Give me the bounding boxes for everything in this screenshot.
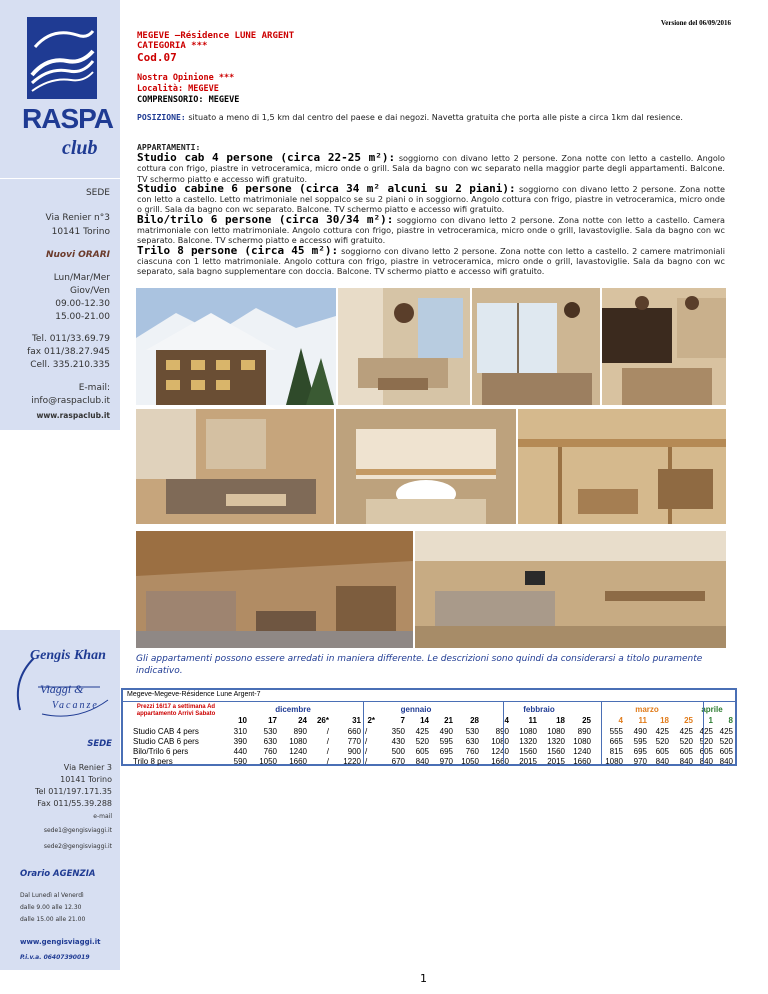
price-cell: 840 <box>679 757 693 766</box>
date-header: 17 <box>268 716 277 725</box>
price-cell: 605 <box>655 747 669 756</box>
gengis-address2: 10141 Torino <box>60 775 112 784</box>
price-cell: 425 <box>415 727 429 736</box>
gengis-days: Dal Lunedì al Venerdì <box>20 892 84 899</box>
month-separator <box>601 701 602 766</box>
code: Cod.07 <box>137 51 177 64</box>
price-row-label: Bilo/Trilo 6 pers <box>133 747 189 756</box>
category: CATEGORIA *** <box>137 41 208 51</box>
price-cell: 630 <box>263 737 277 746</box>
version-date: Versione del 06/09/2016 <box>660 19 731 27</box>
price-cell: 520 <box>415 737 429 746</box>
gengis-piva: P.i.v.a. 06407390019 <box>20 954 90 961</box>
date-header: 7 <box>400 716 405 725</box>
apartment-title: Bilo/trilo 6 persone (circa 30/34 m²): <box>137 212 394 226</box>
raspa-days2: Giov/Ven <box>69 286 110 296</box>
photo-mezzanine <box>518 409 726 524</box>
price-cell: 890 <box>495 727 509 736</box>
price-cell: 840 <box>699 757 713 766</box>
raspa-days1: Lun/Mar/Mer <box>53 273 110 283</box>
price-cell: 605 <box>699 747 713 756</box>
price-cell: 760 <box>465 747 479 756</box>
price-cell: 520 <box>719 737 733 746</box>
date-header: 31 <box>352 716 361 725</box>
price-cell: 1050 <box>259 757 277 766</box>
price-table <box>121 688 737 766</box>
month-separator <box>503 701 504 766</box>
month-header: gennaio <box>400 705 432 714</box>
gengis-email1[interactable]: sede1@gengisviaggi.it <box>43 827 112 834</box>
raspa-fax: fax 011/38.27.945 <box>27 347 110 357</box>
price-cell: 490 <box>633 727 647 736</box>
date-header: 10 <box>238 716 247 725</box>
date-header: 11 <box>638 716 647 725</box>
gengis-fax: Fax 011/55.39.288 <box>37 799 112 808</box>
month-separator <box>703 701 704 766</box>
location: Località: MEGEVE <box>137 84 219 94</box>
price-cell: 595 <box>439 737 453 746</box>
photo-bathroom <box>336 409 516 524</box>
sidebar-divider <box>0 178 120 179</box>
date-header: 21 <box>444 716 453 725</box>
price-table-title: Megeve-Megeve-Résidence Lune Argent-7 <box>127 691 261 698</box>
gengis-sidebar <box>0 630 120 970</box>
date-header: 4 <box>618 716 623 725</box>
price-cell: 1240 <box>573 747 591 756</box>
raspa-emblem-icon <box>27 17 97 99</box>
photo-caption: Gli appartamenti possono essere arredati in maniera differente. Le descrizioni sono quindi da considerarsi a titolo puramente indicativo. <box>136 654 703 676</box>
raspa-logo-club: club <box>62 137 98 159</box>
price-row-label: Trilo 8 pers <box>133 757 173 766</box>
price-cell: 900 <box>347 747 361 756</box>
raspa-logo-text: RASPA <box>22 103 113 134</box>
price-cell: / <box>326 747 329 756</box>
raspa-hours1: 09.00-12.30 <box>55 299 110 309</box>
raspa-logo <box>22 17 113 163</box>
price-cell: 520 <box>699 737 713 746</box>
date-header: 2* <box>367 716 375 725</box>
price-cell: 695 <box>439 747 453 756</box>
price-cell: 760 <box>263 747 277 756</box>
area: COMPRENSORIO: MEGEVE <box>137 95 240 105</box>
price-cell: 350 <box>391 727 405 736</box>
price-cell: 970 <box>439 757 453 766</box>
price-cell: 970 <box>633 757 647 766</box>
price-cell: 770 <box>347 737 361 746</box>
price-cell: 665 <box>609 737 623 746</box>
price-cell: 1080 <box>519 727 537 736</box>
price-cell: 1240 <box>289 747 307 756</box>
raspa-email[interactable]: info@raspaclub.it <box>31 396 110 406</box>
price-cell: 520 <box>655 737 669 746</box>
apartment-text: soggiorno con divano letto 2 persone. Zona notte con letto a castello. Angolo cottura con frigo, piastre in vetroceramica, micro onde o grill. Sala da bagno con wc separato nella maggior parte degli appartamenti. Balcone. TV schermo piatto e accesso wifi gratuito. <box>137 153 725 184</box>
date-header: 25 <box>582 716 591 725</box>
month-separator <box>363 701 364 766</box>
price-cell: 1050 <box>461 757 479 766</box>
photo-dining-room <box>136 409 334 524</box>
price-cell: 425 <box>699 727 713 736</box>
price-cell: 310 <box>233 727 247 736</box>
raspa-hours2: 15.00-21.00 <box>55 312 110 322</box>
page-title: MEGEVE –Résidence LUNE ARGENT <box>137 31 295 41</box>
price-note: Prezzi 16/17 a settimana Ad appartamento Arrivi Sabato <box>136 704 216 717</box>
price-cell: 890 <box>577 727 591 736</box>
price-cell: 425 <box>719 727 733 736</box>
apartment-text: soggiorno con divano letto 2 persone. Zona notte con letto a castello. Camera matrimoniale con letto matrimoniale. Angolo cottura con frigo, piastre in vetroceramica, micro onde o grill, lavastoviglie. Sala da bagno con wc separato. Balcone. TV schermo piatto e accesso wifi gratuito. <box>137 214 725 246</box>
price-cell: 1240 <box>491 747 509 756</box>
price-cell: 440 <box>233 747 247 756</box>
gengis-logo-viaggi: Viaggi & <box>40 682 84 696</box>
apartment-title: Trilo 8 persone (circa 45 m²): <box>137 243 339 257</box>
date-header: 18 <box>660 716 669 725</box>
date-header: 18 <box>556 716 565 725</box>
price-cell: 840 <box>655 757 669 766</box>
photo-chalet-exterior <box>136 288 336 405</box>
price-cell: 1320 <box>519 737 537 746</box>
price-cell: 1660 <box>289 757 307 766</box>
raspa-address2: 10141 Torino <box>51 227 110 237</box>
photo-kitchen <box>602 288 726 405</box>
apartments-label: APPARTAMENTI: <box>137 142 201 152</box>
price-cell: 1220 <box>343 757 361 766</box>
photo-open-living <box>415 531 726 648</box>
month-header: marzo <box>635 705 659 714</box>
position-label: POSIZIONE: <box>137 112 186 122</box>
price-row-label: Studio CAB 4 pers <box>133 727 199 736</box>
price-cell: / <box>326 727 329 736</box>
photo-lounge <box>136 531 413 648</box>
price-cell: 1080 <box>547 727 565 736</box>
gengis-logo-text: Gengis Khan <box>30 648 106 663</box>
raspa-tel: Tel. 011/33.69.79 <box>31 334 110 344</box>
price-cell: 1080 <box>491 737 509 746</box>
gengis-email2[interactable]: sede2@gengisviaggi.it <box>43 843 112 850</box>
photo-living-room <box>338 288 470 405</box>
price-cell: 1560 <box>547 747 565 756</box>
apartment-title: Studio cab 4 persone (circa 22-25 m²): <box>137 151 396 164</box>
gengis-sede: SEDE <box>87 739 112 749</box>
gengis-hours1: dalle 9.00 alle 12.30 <box>20 904 82 911</box>
raspa-cell: Cell. 335.210.335 <box>30 360 110 370</box>
gengis-email-label: e-mail <box>93 813 112 820</box>
date-header: 28 <box>470 716 479 725</box>
raspa-sede: SEDE <box>85 188 110 198</box>
price-cell: / <box>326 737 329 746</box>
page-number: 1 <box>420 972 427 985</box>
price-cell: 1080 <box>573 737 591 746</box>
price-cell: 425 <box>679 727 693 736</box>
price-cell: 660 <box>347 727 361 736</box>
date-header: 25 <box>684 716 693 725</box>
raspa-website[interactable]: www.raspaclub.it <box>36 411 110 420</box>
date-header: 24 <box>298 716 307 725</box>
price-cell: 430 <box>391 737 405 746</box>
price-cell: 2015 <box>519 757 537 766</box>
price-cell: 630 <box>465 737 479 746</box>
price-cell: 695 <box>633 747 647 756</box>
month-header: febbraio <box>523 705 555 714</box>
price-cell: 840 <box>415 757 429 766</box>
apartment-text: soggiorno con divano letto 2 persone. Zona notte con letto a castello. 2 camere matrimoniali ciascuna con 1 letto matrimoniale. Angolo cottura con frigo, piastre in vetroceramica, micro onde o grill, lavastoviglie. Sala da bagno con wc separato, sala bagno supplementare con doccia. Balcone. TV schermo piatto e accesso wifi gratuito. <box>137 245 725 277</box>
date-header: 26* <box>316 716 329 725</box>
price-cell: 1080 <box>289 737 307 746</box>
gengis-hours2: dalle 15.00 alle 21.00 <box>20 916 86 923</box>
apartment-descriptions <box>137 153 725 277</box>
price-row-label: Studio CAB 6 pers <box>133 737 199 746</box>
price-cell: 605 <box>679 747 693 756</box>
raspa-address1: Via Renier n°3 <box>45 213 110 223</box>
price-cell: 605 <box>719 747 733 756</box>
price-cell: / <box>365 737 368 746</box>
price-cell: 390 <box>233 737 247 746</box>
price-cell: 605 <box>415 747 429 756</box>
price-cell: 555 <box>609 727 623 736</box>
price-cell: 890 <box>293 727 307 736</box>
apartment-title: Studio cabine 6 persone (circa 34 m² alcuni su 2 piani): <box>137 181 516 195</box>
date-header: 14 <box>420 716 429 725</box>
month-header: aprile <box>701 705 723 714</box>
price-cell: 500 <box>391 747 405 756</box>
date-header: 1 <box>708 716 713 725</box>
price-cell: 530 <box>465 727 479 736</box>
price-cell: / <box>365 727 368 736</box>
gengis-orario-title: Orario AGENZIA <box>20 869 96 879</box>
price-cell: 1660 <box>573 757 591 766</box>
month-header: dicembre <box>275 705 311 714</box>
price-cell: 530 <box>263 727 277 736</box>
price-cell: 1320 <box>547 737 565 746</box>
price-cell: / <box>365 747 368 756</box>
raspa-sidebar <box>0 0 120 430</box>
position-text: situato a meno di 1,5 km dal centro del paese e dai negozi. Navetta gratuita che porta alle piste a circa 1km dal resience. <box>188 112 683 122</box>
gengis-address1: Via Renier 3 <box>63 763 112 772</box>
raspa-orari-title: Nuovi ORARI <box>45 250 110 260</box>
price-cell: 590 <box>233 757 247 766</box>
apartment-text: soggiorno con divano letto 2 persone. Zona notte con letto a castello. Letto matrimoniale nel soppalco se su 2 piani o in soggiorno. Angolo cottura con frigo, piastre in vetroceramica, micro onde o grill. Sala da bagno con wc separato. Balcone. TV schermo piatto e accesso wifi gratuito. <box>137 183 725 215</box>
price-cell: 1560 <box>519 747 537 756</box>
price-cell: / <box>326 757 329 766</box>
gengis-tel: Tel 011/197.171.35 <box>35 787 112 796</box>
gengis-logo-vacanze: Vacanze <box>52 700 99 711</box>
price-cell: 815 <box>609 747 623 756</box>
price-cell: 670 <box>391 757 405 766</box>
price-cell: 520 <box>679 737 693 746</box>
gengis-website[interactable]: www.gengisviaggi.it <box>20 938 101 946</box>
price-cell: 1080 <box>605 757 623 766</box>
opinion: Nostra Opinione *** <box>137 73 235 83</box>
photo-windows <box>472 288 600 405</box>
price-cell: / <box>365 757 368 766</box>
price-table-divider <box>123 701 735 702</box>
price-cell: 2015 <box>547 757 565 766</box>
price-cell: 1660 <box>491 757 509 766</box>
price-cell: 595 <box>633 737 647 746</box>
date-header: 8 <box>728 716 733 725</box>
price-cell: 490 <box>439 727 453 736</box>
raspa-email-label: E-mail: <box>78 383 110 393</box>
date-header: 11 <box>528 716 537 725</box>
position-paragraph <box>137 112 725 122</box>
price-cell: 425 <box>655 727 669 736</box>
date-header: 4 <box>504 716 509 725</box>
price-cell: 840 <box>719 757 733 766</box>
